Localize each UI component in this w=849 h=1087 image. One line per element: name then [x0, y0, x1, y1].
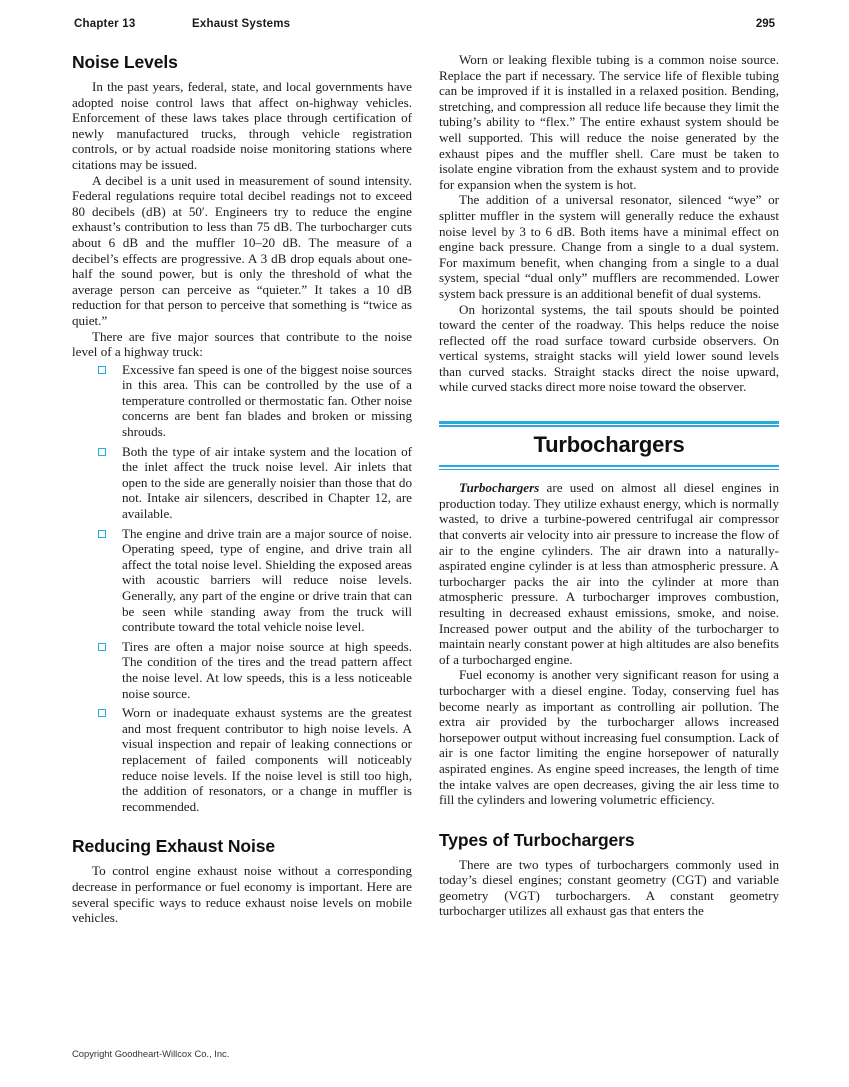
paragraph-turbocharger-intro [439, 480, 779, 667]
paragraph-reducing-intro: To control engine exhaust noise without a corresponding decrease in performance or fuel economy is important. Here are several specific ways to reduce exhaust noise levels on mobile vehicles. [72, 863, 412, 926]
square-bullet-icon [98, 366, 106, 374]
heading-types-of-turbochargers: Types of Turbochargers [439, 829, 635, 850]
page-number: 295 [755, 18, 775, 30]
list-item-text: Worn or inadequate exhaust systems are the greatest and most frequent contributor to high noise levels. A visual inspection and repair of leaking connections or replacement of failed components will noticeably reduce noise levels. If the noise level is still too high, the addition of resonators, or a change in muffler is recommended. [122, 705, 412, 814]
paragraph-flexible-tubing: Worn or leaking flexible tubing is a common noise source. Replace the part if necessary. The service life of flexible tubing can be improved if it is installed in a relaxed position. Bending, stretching, and compression all reduce life because they limit the tubing’s ability to “flex.” The entire exhaust system should be well supported. This will reduce the noise generated by the exhaust pipes and the muffler shell. Care must be taken to isolate engine vibration from the exhaust system and to provide for expansion when the system is hot. [439, 52, 779, 192]
list-item [72, 705, 412, 814]
running-head-title: Exhaust Systems [192, 18, 291, 30]
square-bullet-icon [98, 530, 106, 538]
running-head-chapter: Chapter 13 [74, 18, 136, 30]
list-item-text: Tires are often a major noise source at high speeds. The condition of the tires and the tread pattern affect the noise level. At low speeds, this is a less noticeable noise source. [122, 638, 412, 701]
part-heading-block [439, 421, 779, 470]
list-item [72, 639, 412, 701]
noise-source-list [72, 362, 412, 815]
right-column [439, 52, 779, 1037]
paragraph-types-intro: There are two types of turbochargers commonly used in today’s diesel engines; constant geometry (CGT) and variable geometry (VGT) turbochargers. A constant geometry turbocharger utilizes all exhaust gas that enters the [439, 856, 779, 919]
paragraph-fuel-economy: Fuel economy is another very significant reason for using a turbocharger with a diesel engine. Today, conserving fuel has become nearly as important as controlling air pollution. The extra air provided by the turbocharger allows increased horsepower output without increasing fuel consumption. Lack of air is one factor limiting the engine horsepower of naturally aspirated engines. As engine speed increases, the length of time the intake valves are open decreases, giving the air less time to fill the cylinders and lowering volumetric efficiency. [439, 667, 779, 808]
list-item-text: Excessive fan speed is one of the biggest noise sources in this area. This can be controlled by the use of a temperature controlled or thermostatic fan. Other noise concerns are bent fan blades and broken or missing shrouds. [122, 361, 412, 440]
rule-thin-line [439, 469, 779, 470]
heading-noise-levels: Noise Levels [72, 52, 178, 72]
list-item [72, 362, 412, 440]
copyright-notice: Copyright Goodheart-Willcox Co., Inc. [72, 1048, 230, 1059]
square-bullet-icon [98, 643, 106, 651]
list-item [72, 526, 412, 635]
left-column [72, 52, 412, 1037]
body-columns [72, 52, 780, 1037]
heading-turbochargers: Turbochargers [533, 431, 685, 457]
running-head [74, 18, 775, 36]
paragraph-turbocharger-intro-rest: are used on almost all diesel engines in production today. They utilize exhaust energy, which is normally wasted, to drive a turbine-powered centrifugal air compressor that converts air velocity into air pressure to increase the flow of air to the engine cylinders. The air drawn into a naturally-aspirated engine cylinder is at less than atmospheric pressure. A turbocharger packs the air into the cylinder at more than atmospheric pressure. A turbocharger improves combustion, resulting in decreased exhaust emissions, smoke, and noise. Increased power output and the ability of the turbocharger to maintain nearly constant power at high altitudes are also benefits of a turbocharged engine. [439, 480, 779, 667]
paragraph-horizontal-systems: On horizontal systems, the tail spouts should be pointed toward the center of the roadway. This helps reduce the noise reflected off the road surface toward curbside observers. On vertical systems, straight stacks will yield lower sound levels than curved stacks. Straight stacks direct the noise upward, while curved stacks direct more noise toward the observer. [439, 301, 779, 395]
key-term-turbochargers: Turbochargers [459, 480, 540, 496]
paragraph-resonator: The addition of a universal resonator, silenced “wye” or splitter muffler in the system will generally reduce the exhaust noise level by 3 to 6 dB. Both items have a minimal effect on engine back pressure. Change from a single to a dual system. For maximum benefit, when changing from a single to a dual system, special “dual only” mufflers are recommended. Lower system back pressure is an additional benefit of dual systems. [439, 192, 779, 301]
square-bullet-icon [98, 448, 106, 456]
list-item-text: The engine and drive train are a major source of noise. Operating speed, type of engine, and drive train all affect the total noise level. Shielding the exposed areas with acoustic barriers will reduce noise levels. Generally, any part of the engine or drive train that can be seen while standing away from the truck will contribute toward the total vehicle noise level. [122, 525, 412, 635]
heading-reducing-exhaust-noise: Reducing Exhaust Noise [72, 836, 275, 857]
square-bullet-icon [98, 709, 106, 717]
paragraph-five-sources: There are five major sources that contribute to the noise level of a highway truck: [72, 328, 412, 360]
paragraph-noise-laws: In the past years, federal, state, and local governments have adopted noise control laws that affect on-highway vehicles. Enforcement of these laws takes place through certification of newly manufactured trucks, through vehicle registration controls, or by actual roadside noise monitoring stations where citations may be issued. [72, 79, 412, 172]
rule-below [439, 465, 779, 471]
list-item-text: Both the type of air intake system and the location of the inlet affect the truck noise level. Air inlets that open to the side are generally noisier than those that do not. Intake air silencers, described in Chapter 12, are available. [122, 443, 412, 522]
paragraph-decibel: A decibel is a unit used in measurement of sound intensity. Federal regulations require total decibel readings not to exceed 80 decibels (dB) at 50′. Engineers try to reduce the engine exhaust’s contribution to less than 75 dB. The turbocharger cuts about 6 dB and the muffler 10–20 dB. The measure of a decibel’s effects are progressive. A 3 dB drop equals about one-half the sound power, but is only the threshold of what the average person can perceive as “quieter.” It takes a 10 dB reduction for that person to perceive that something is “twice as quiet.” [72, 172, 412, 328]
list-item [72, 444, 412, 522]
